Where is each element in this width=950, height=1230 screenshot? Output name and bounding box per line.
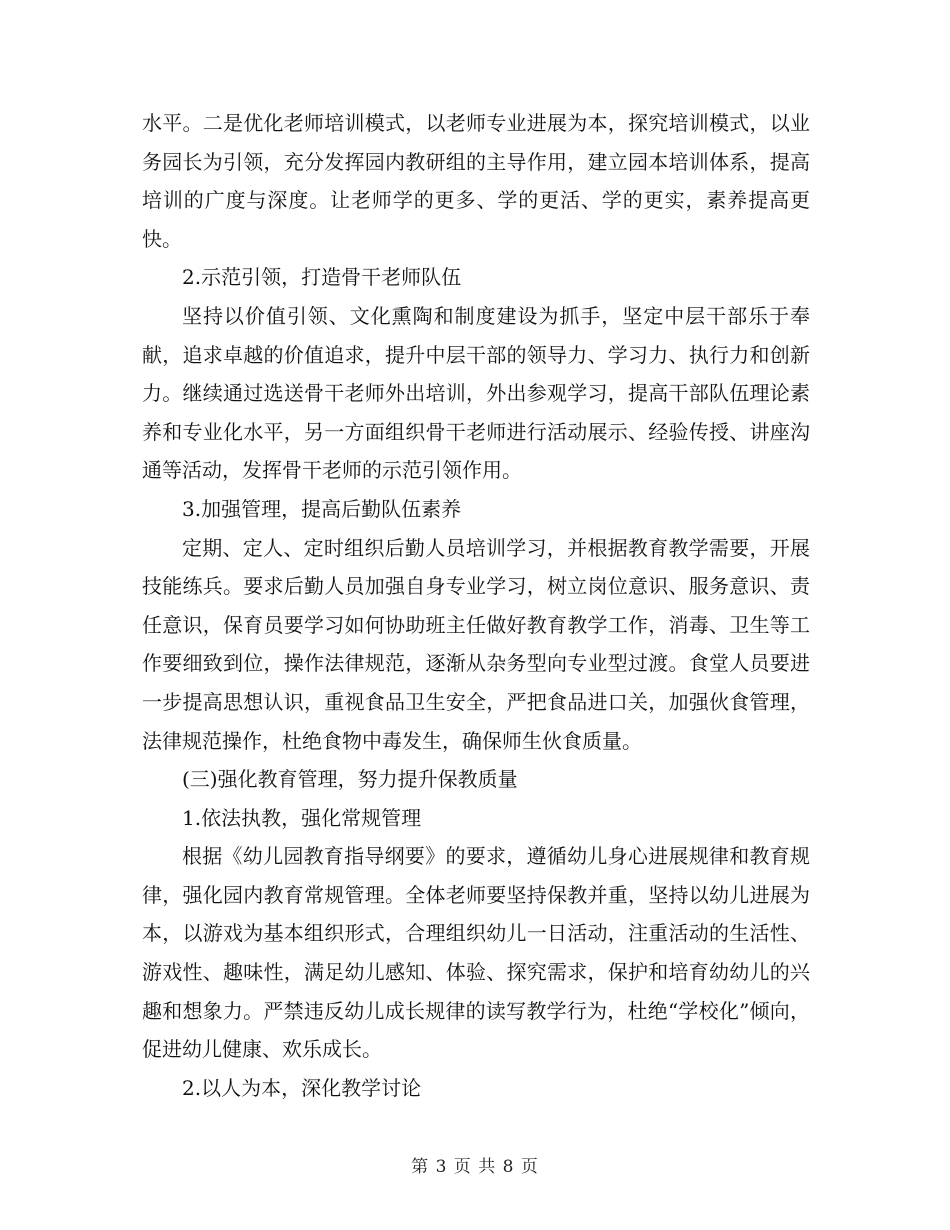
paragraph-logistics: 定期、定人、定时组织后勤人员培训学习，并根据教育教学需要，开展技能练兵。要求后勤人员加强自身专业学习，树立岗位意识、服务意识、责任意识，保育员要学习如何协助班主任做好教育教学工作，消毒、卫生等工作要细致到位，操作法律规范，逐渐从杂务型向专业型过渡。食堂人员要进一步提高思想认识，重视食品卫生安全，严把食品进口关，加强伙食管理，法律规范操作，杜绝食物中毒发生，确保师生伙食质量。 [142,535,810,753]
subheading-backbone-teachers: 2.示范引领，打造骨干老师队伍 [182,265,462,290]
subheading-logistics: 3.加强管理，提高后勤队伍素养 [182,496,462,521]
subheading-routine-management: 1.依法执教，强化常规管理 [182,805,422,830]
paragraph-routine-management: 根据《幼儿园教育指导纲要》的要求，遵循幼儿身心进展规律和教育规律，强化园内教育常规管理。全体老师要坚持保教并重，坚持以幼儿进展为本，以游戏为基本组织形式，合理组织幼儿一日活动，注重活动的生活性、游戏性、趣味性，满足幼儿感知、体验、探究需求，保护和培育幼幼儿的兴趣和想象力。严禁违反幼儿成长规律的读写教学行为，杜绝“学校化”倾向，促进幼儿健康、欢乐成长。 [142,844,810,1062]
page-footer: 第 3 页 共 8 页 [411,1157,539,1177]
document-body [142,104,810,1107]
paragraph-backbone-teachers: 坚持以价值引领、文化熏陶和制度建设为抓手，坚定中层干部乐于奉献，追求卓越的价值追求，提升中层干部的领导力、学习力、执行力和创新力。继续通过选送骨干老师外出培训，外出参观学习，提高干部队伍理论素养和专业化水平，另一方面组织骨干老师进行活动展示、经验传授、讲座沟通等活动，发挥骨干老师的示范引领作用。 [142,303,810,483]
subheading-teaching-discussion: 2.以人为本，深化教学讨论 [182,1075,422,1100]
paragraph-continuation: 水平。二是优化老师培训模式，以老师专业进展为本，探究培训模式，以业务园长为引领，充分发挥园内教研组的主导作用，建立园本培训体系，提高培训的广度与深度。让老师学的更多、学的更活、学的更实，素养提高更快。 [142,111,810,251]
section-heading-education-management: (三)强化教育管理，努力提升保教质量 [182,767,518,792]
